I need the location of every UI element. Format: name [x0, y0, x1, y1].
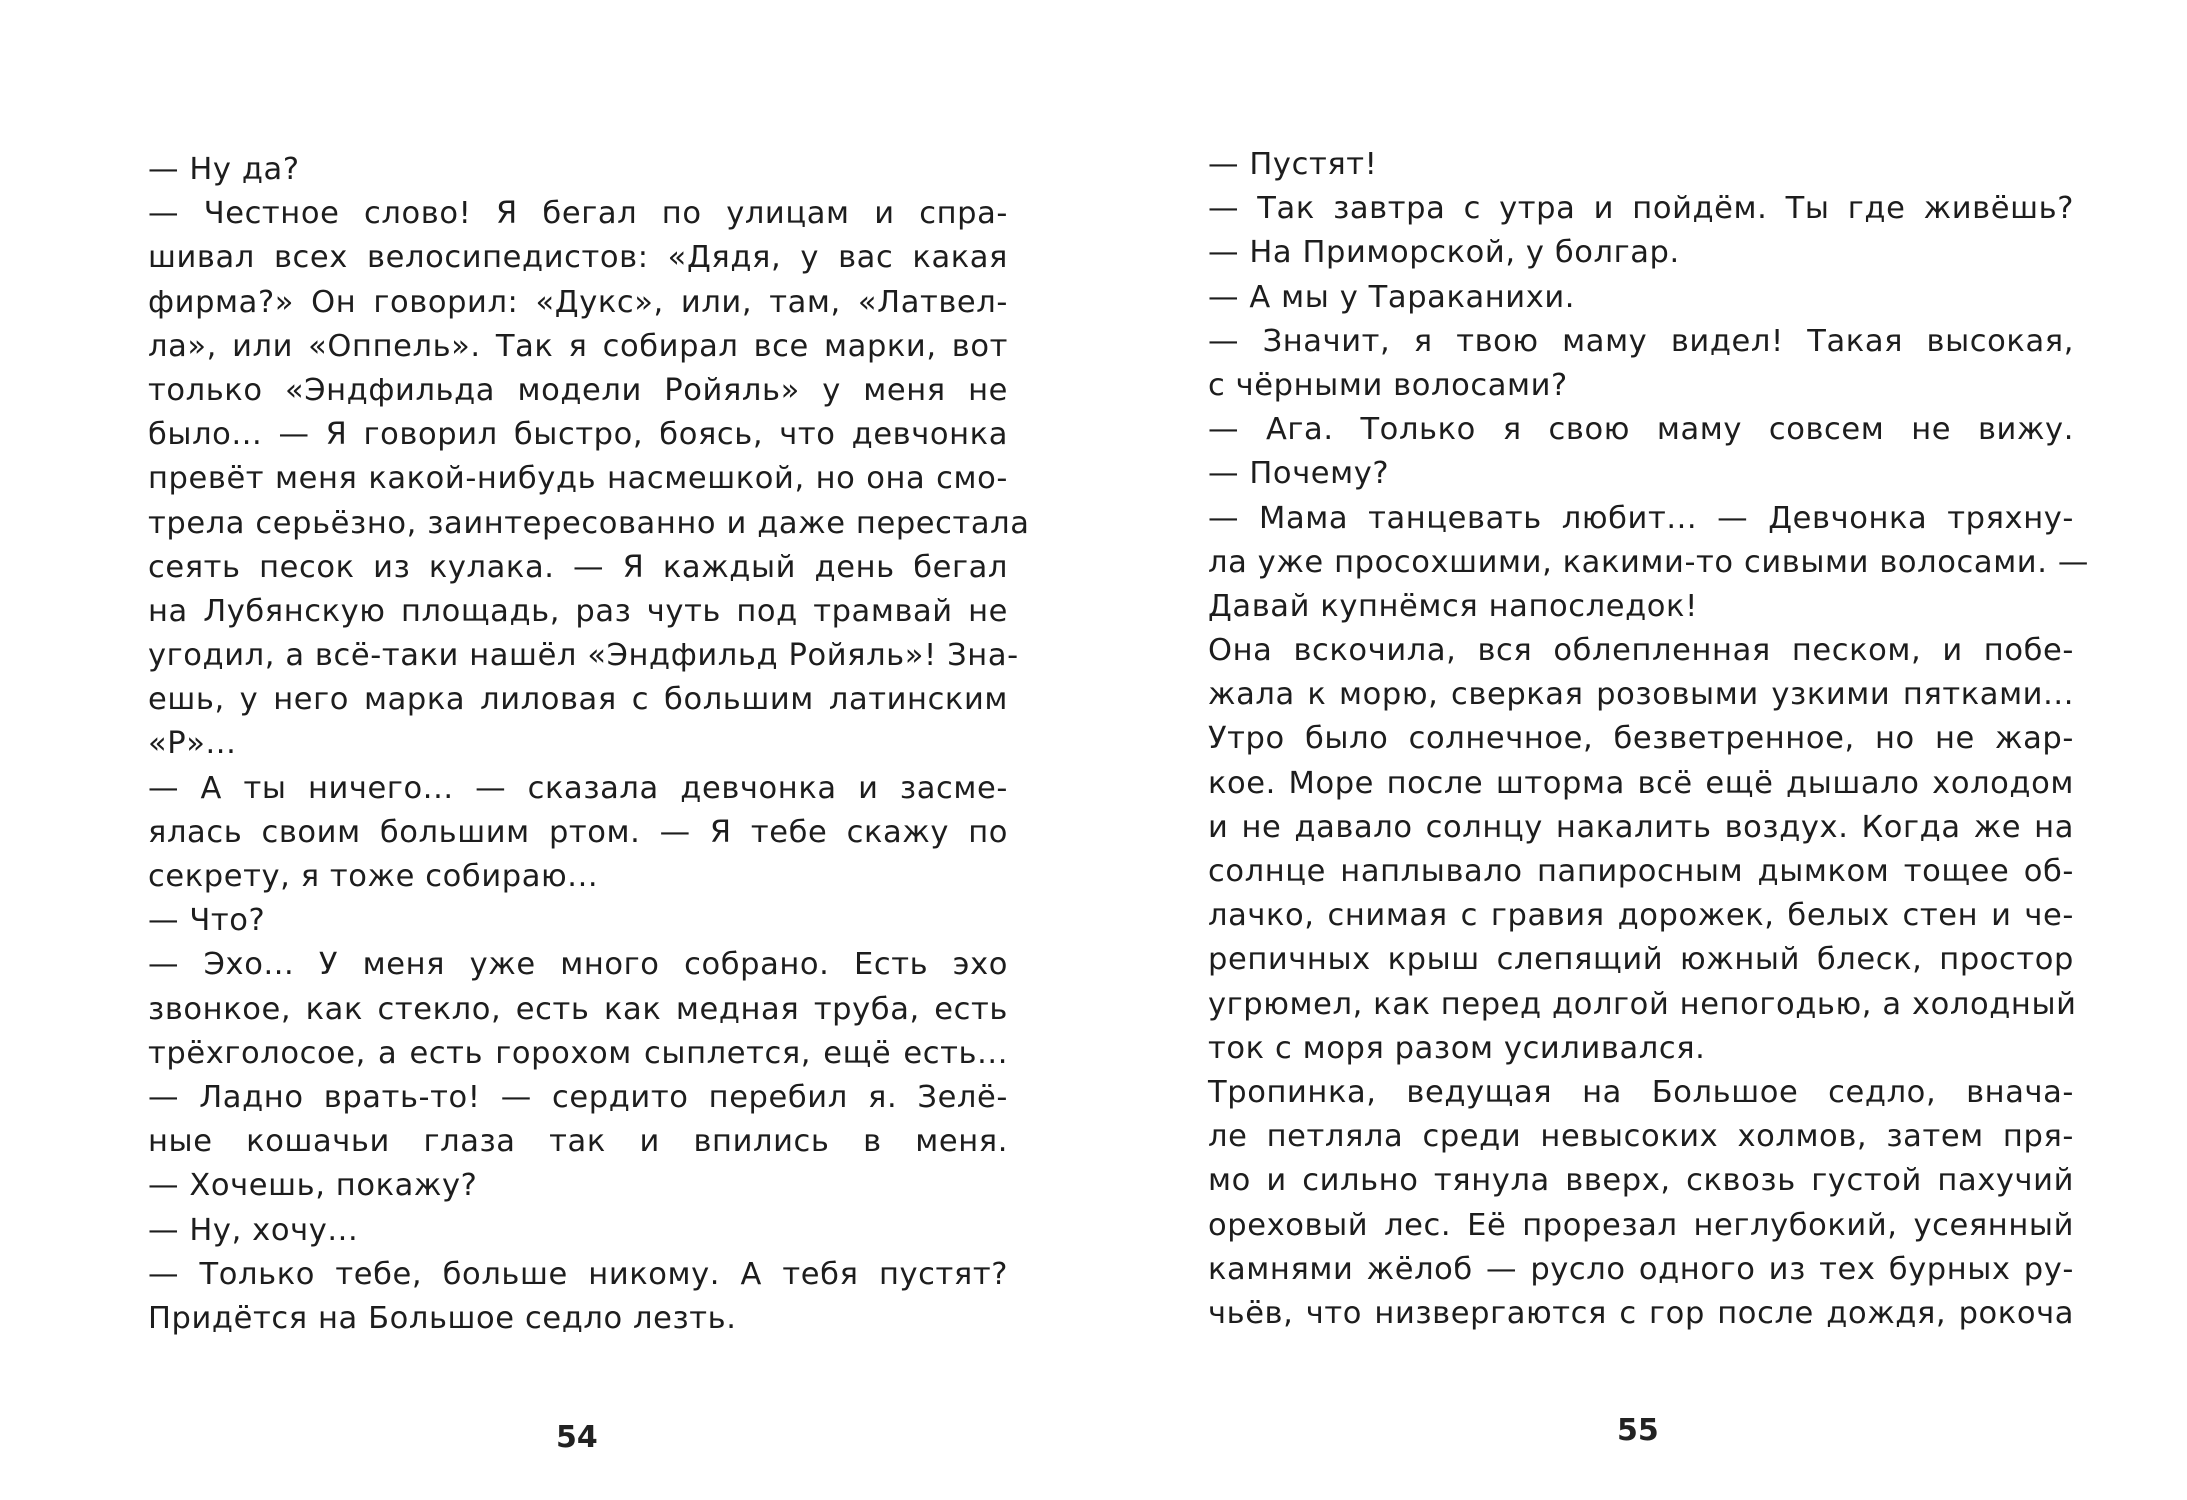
text-line: — Хочешь, покажу?: [148, 1168, 478, 1204]
text-line: секрету, я тоже собираю...: [148, 859, 599, 894]
text-line: «Р»...: [148, 726, 237, 762]
text-line: Тропинка, ведущая на Большое седло, внача-: [1208, 1074, 2074, 1110]
text-line: с чёрными волосами?: [1208, 367, 1568, 403]
text-line: лачко, снимая с гравия дорожек, белых стен и че-: [1208, 898, 2074, 934]
text-line: Утро было солнечное, безветренное, но не жар-: [1208, 721, 2074, 757]
text-line: сеять песок из кулака. — Я каждый день бегал: [148, 549, 1008, 585]
text-line: — Эхо... У меня уже много собрано. Есть эхо: [148, 947, 1008, 983]
text-line: — Мама танцевать любит... — Девчонка тряхну-: [1208, 500, 2074, 536]
text-line: репичных крыш слепящий южный блеск, простор: [1208, 942, 2074, 978]
text-line: ла», или «Оппель». Так я собирал все марки, вот: [148, 328, 1008, 364]
text-line: Она вскочила, вся облепленная песком, и побе-: [1208, 633, 2074, 669]
page-number-right: 55: [1617, 1413, 1659, 1448]
text-line: фирма?» Он говорил: «Дукс», или, там, «Латвел-: [148, 284, 1008, 320]
text-line: кое. Море после шторма всё ещё дышало холодом: [1208, 765, 2074, 801]
text-line: угрюмел, как перед долгой непогодью, а холодный: [1208, 986, 2077, 1022]
text-line: трела серьёзно, заинтересованно и даже перестала: [148, 505, 1030, 541]
text-line: звонкое, как стекло, есть как медная труба, есть: [148, 991, 1008, 1027]
text-line: ле петляла среди невысоких холмов, затем пря-: [1208, 1119, 2074, 1155]
text-line: камнями жёлоб — русло одного из тех бурных ру-: [1208, 1251, 2074, 1287]
right-page-text: [1208, 143, 2089, 1336]
text-line: — Ладно врать-то! — сердито перебил я. Зелё-: [148, 1079, 1008, 1115]
text-line: — А ты ничего... — сказала девчонка и засме-: [148, 770, 1008, 806]
text-line: ялась своим большим ртом. — Я тебе скажу по: [148, 814, 1008, 850]
text-line: — Честное слово! Я бегал по улицам и спра-: [148, 196, 1008, 232]
text-line: ла уже просохшими, какими-то сивыми волосами. —: [1208, 544, 2089, 580]
text-line: угодил, а всё-таки нашёл «Эндфильд Ройяль»! Зна-: [148, 638, 1019, 674]
text-line: — Ну, хочу...: [148, 1212, 359, 1248]
text-line: Придётся на Большое седло лезть.: [148, 1300, 737, 1336]
text-line: было... — Я говорил быстро, боясь, что девчонка: [148, 417, 1008, 453]
text-line: — Почему?: [1208, 456, 1390, 492]
page-number-left: 54: [556, 1420, 598, 1455]
text-line: превёт меня какой-нибудь насмешкой, но она смо-: [148, 461, 1008, 497]
text-line: — А мы у Тараканихи.: [1208, 279, 1576, 315]
text-line: и не давало солнцу накалить воздух. Когда же на: [1208, 809, 2074, 845]
text-line: солнце наплывало папиросным дымком тощее об-: [1208, 854, 2074, 889]
text-line: — Пустят!: [1208, 147, 1378, 182]
text-line: мо и сильно тянула вверх, сквозь густой пахучий: [1208, 1163, 2074, 1199]
text-line: — Значит, я твою маму видел! Такая высокая,: [1208, 323, 2074, 359]
text-line: — Ага. Только я свою маму совсем не вижу.: [1208, 412, 2074, 448]
text-line: ореховый лес. Её прорезал неглубокий, усеянный: [1208, 1207, 2074, 1243]
text-line: ешь, у него марка лиловая с большим латинским: [148, 682, 1008, 718]
text-line: — Что?: [148, 903, 266, 939]
text-line: жала к морю, сверкая розовыми узкими пятками...: [1208, 677, 2074, 713]
text-line: на Лубянскую площадь, раз чуть под трамвай не: [148, 593, 1008, 629]
text-line: — Так завтра с утра и пойдём. Ты где живёшь?: [1208, 191, 2074, 227]
text-line: чьёв, что низвергаются с гор после дождя, рокоча: [1208, 1295, 2074, 1331]
text-line: только «Эндфильда модели Ройяль» у меня не: [148, 372, 1008, 408]
text-line: ные кошачьи глаза так и впились в меня.: [148, 1124, 1008, 1160]
text-line: трёхголосое, а есть горохом сыплется, ещё есть...: [148, 1035, 1008, 1071]
text-line: шивал всех велосипедистов: «Дядя, у вас какая: [148, 240, 1008, 276]
text-line: — На Приморской, у болгар.: [1208, 235, 1680, 271]
text-line: — Ну да?: [148, 152, 300, 187]
text-line: Давай купнёмся напоследок!: [1208, 588, 1698, 624]
left-page-text: [148, 148, 1030, 1341]
text-line: — Только тебе, больше никому. А тебя пустят?: [148, 1256, 1008, 1292]
text-line: ток с моря разом усиливался.: [1208, 1030, 1706, 1066]
